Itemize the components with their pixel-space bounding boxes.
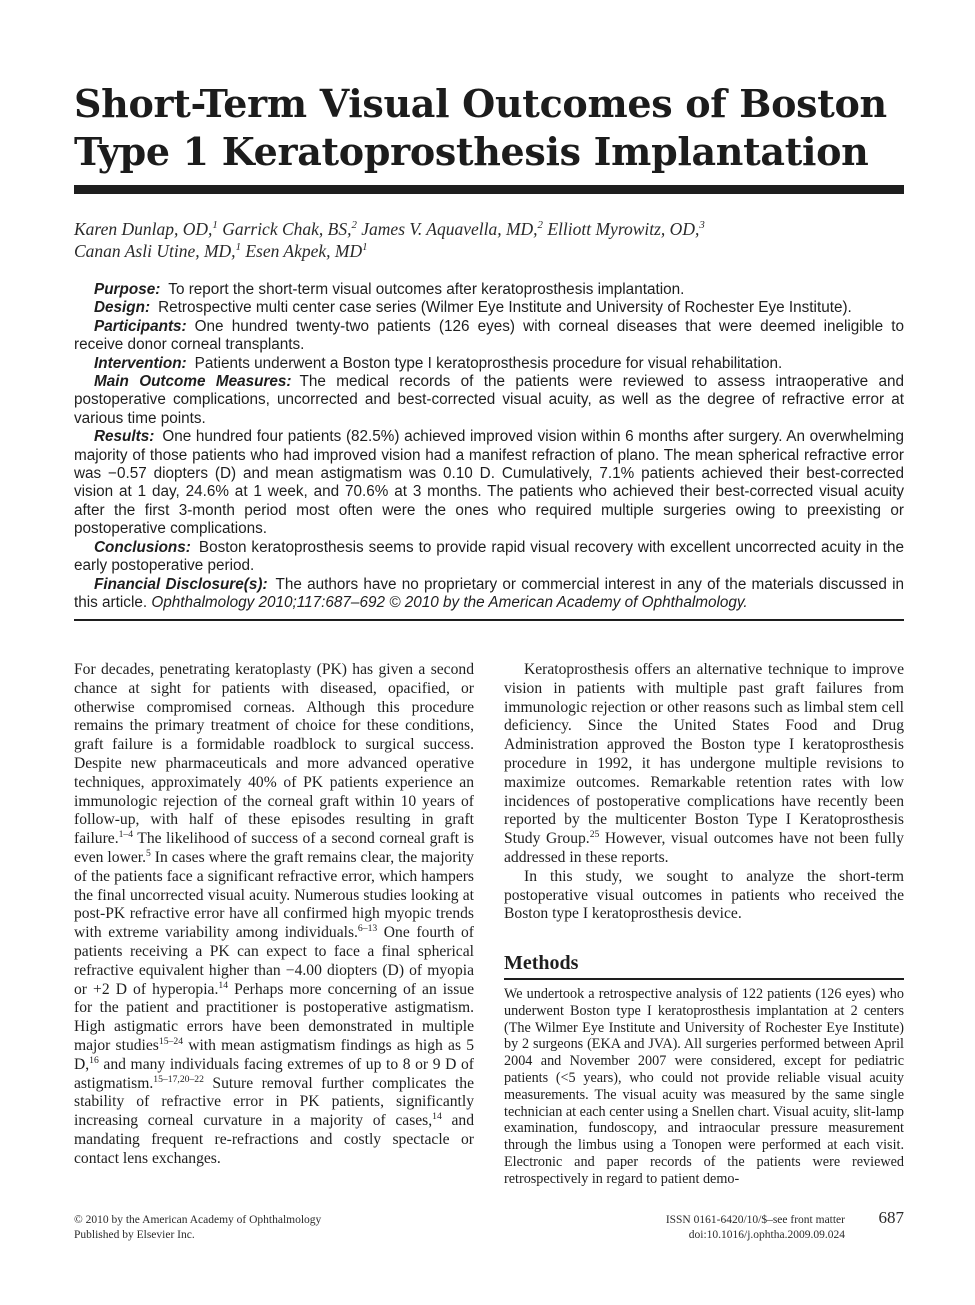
abstract-text: One hundred four patients (82.5%) achieved improved vision within 6 months after surgery. An overwhelming majority of those patients who had improved vision had a manifest refraction of plano. The mean spherical refractive error was −0.57 diopters (D) and mean astigmatism was 0.10 D. Cumulatively, 7.1% patients achieved their best-corrected vision at 1 day, 24.6% at 1 week, and 70.6% at 3 months. The patients who achieved their best-corrected visual acuity after the first 3-month period most often were the ones who required multiple surgeries owing to preexisting or postoperative complications. (74, 428, 904, 538)
title-rule (74, 185, 904, 194)
footer-right (620, 1213, 845, 1243)
abstract-label: Results: (94, 428, 155, 446)
author-name: Garrick Chak, BS, (217, 219, 352, 239)
abstract-label: Participants: (94, 317, 187, 335)
abstract-text: To report the short-term visual outcomes after keratoprosthesis implantation. (168, 281, 685, 298)
abstract-text: One hundred twenty-two patients (126 eyes) with corneal diseases that were deemed ineligible to receive donor corneal transplants. (74, 317, 904, 354)
body-text: Perhaps more concerning of an issue for the patient and practitioner is postoperative astigmatism. High astigmatic errors have been demonstrated in multiple major studies (74, 980, 474, 1054)
methods-paragraph: We undertook a retrospective analysis of 122 patients (126 eyes) who underwent Boston type I keratoprosthesis implantation at 2 centers (The Wilmer Eye Institute and University of Rochester Eye Institute) by 2 surgeons (EKA and JVA). All surgeries performed between April 2004 and November 2007 were considered, except for pediatric patients (<5 years), who could not provide reliable visual acuity measurements. The visual acuity was measured by the same single technician at each center using a Snellen chart. Visual acuity, slit-lamp examination, fundoscopy, and intraocular pressure measurement through the limbus using a Tonopen were performed at each visit. Electronic and paper records of the patients were reviewed retrospectively in regard to patient demo- (504, 986, 904, 1187)
issn-text: ISSN 0161-6420/10/$–see front matter (665, 1214, 845, 1226)
affiliation-sup: 2 (537, 219, 543, 232)
methods-heading: Methods (504, 952, 579, 974)
abstract-purpose (74, 281, 904, 299)
title-line-1: Short-Term Visual Outcomes of Boston (74, 81, 887, 126)
reference-link[interactable]: 1–4 (118, 828, 134, 840)
abstract-label: Main Outcome Measures: (94, 373, 292, 391)
journal-citation: Ophthalmology 2010;117:687–692 © 2010 by the American Academy of Ophthalmology. (151, 593, 748, 611)
intro-paragraph-2 (504, 661, 904, 868)
page-number: 687 (878, 1208, 904, 1227)
abstract-label: Purpose: (94, 281, 161, 298)
abstract-rule (74, 619, 904, 621)
reference-link[interactable]: 14 (432, 1110, 442, 1122)
author-name: Karen Dunlap, OD, (74, 219, 213, 239)
reference-link[interactable]: 16 (89, 1054, 99, 1066)
abstract-label: Intervention: (94, 354, 187, 372)
doi-link[interactable]: doi:10.1016/j.ophtha.2009.09.024 (688, 1229, 845, 1241)
affiliation-sup: 1 (235, 241, 241, 254)
copyright-text: © 2010 by the American Academy of Ophthalmology (74, 1214, 322, 1226)
abstract-outcome-measures (74, 373, 904, 428)
abstract-text: Patients underwent a Boston type I keratoprosthesis procedure for visual rehabilitation. (194, 354, 783, 372)
body-text: Suture removal further complicates the stability of refractive error in PK patients, significantly increasing corneal curvature in a majority of cases, (74, 1074, 474, 1130)
reference-link[interactable]: 5 (145, 847, 151, 859)
body-text: with mean astigmatism findings as high as 5 D, (74, 1036, 474, 1073)
abstract-conclusions (74, 539, 904, 576)
body-text: In cases where the graft remains clear, the majority of the patients face a significant refractive error, which hampers the final uncorrected visual acuity. Numerous studies looking at post-PK refractive error have all confirmed high myopic trends with extreme variability among individuals. (74, 848, 474, 942)
author-list (74, 218, 904, 262)
abstract-design (74, 299, 904, 317)
body-text: For decades, penetrating keratoplasty (PK) has given a second chance at sight for patients with diseased, opacified, or otherwise compromised corneas. Although this procedure remains the primary treatment of choice for these conditions, graft failure is a formidable roadblock to surgical success. Despite new pharmaceuticals and more advanced operative techniques, approximately 40% of PK patients experience an immunologic rejection of the corneal graft within 10 years of follow-up, with half of these episodes resulting in graft failure. (74, 661, 474, 848)
author-name: Elliott Myrowitz, OD, (542, 219, 700, 239)
article-title (74, 80, 904, 176)
author-name: Esen Akpek, MD (240, 241, 363, 261)
structured-abstract (74, 281, 904, 612)
abstract-text: The medical records of the patients were reviewed to assess intraoperative and postoperative complications, uncorrected and best-corrected visual acuity, as well as the degree of refractive error at various time points. (74, 373, 904, 427)
abstract-participants (74, 318, 904, 355)
body-text: The likelihood of success of a second corneal graft is even lower. (74, 830, 474, 866)
body-text: One fourth of patients receiving a PK can expect to face a final spherical refractive equivalent higher than −4.00 diopters (D) of myopia or +2 D of hyperopia. (74, 924, 474, 998)
intro-paragraph-3: In this study, we sought to analyze the short-term postoperative visual outcomes in patients who received the Boston type I keratoprosthesis device. (504, 867, 904, 923)
intro-paragraph (74, 661, 474, 1169)
title-line-2: Type 1 Keratoprosthesis Implantation (74, 129, 869, 174)
abstract-text: The authors have no proprietary or commercial interest in any of the materials discussed in this article. (74, 575, 904, 611)
body-text: and mandating frequent re-refractions and costly spectacle or contact lens exchanges. (74, 1112, 474, 1167)
body-column-right (504, 661, 904, 924)
abstract-label: Financial Disclosure(s): (94, 575, 268, 593)
body-column-left (74, 661, 474, 1169)
publisher-text: Published by Elsevier Inc. (74, 1229, 195, 1241)
affiliation-sup: 1 (212, 219, 218, 232)
abstract-text: Boston keratoprosthesis seems to provide rapid visual recovery with excellent uncorrected acuity in the early postoperative period. (74, 538, 904, 575)
reference-link[interactable]: 15–24 (158, 1035, 184, 1047)
abstract-label: Conclusions: (94, 538, 191, 556)
reference-link[interactable]: 14 (218, 979, 229, 991)
reference-link[interactable]: 6–13 (357, 922, 378, 934)
affiliation-sup: 1 (362, 241, 368, 254)
author-name: Canan Asli Utine, MD, (74, 241, 236, 261)
affiliation-sup: 3 (699, 219, 705, 232)
abstract-label: Design: (94, 299, 151, 317)
body-text: and many individuals facing extremes of up to 8 or 9 D of astigmatism. (74, 1055, 474, 1092)
body-text: Keratoprosthesis offers an alternative technique to improve vision in patients with multiple past graft failures from immunologic rejection or other reasons such as limbal stem cell deficiency. Since the United States Food and Drug Administration approved the Boston type I keratoprosthesis procedure in 1992, it has undergone multiple revisions to maximize outcomes. Remarkable retention rates with low incidences of postoperative complications have recently been reported by the multicenter Boston Type I Keratoprosthesis Study Group. (504, 661, 904, 848)
abstract-results (74, 428, 904, 538)
reference-link[interactable]: 15–17,20–22 (153, 1073, 204, 1085)
affiliation-sup: 2 (351, 219, 357, 232)
footer-left (74, 1213, 321, 1243)
abstract-text: Retrospective multi center case series (Wilmer Eye Institute and University of Rochester Eye Institute). (158, 299, 852, 317)
reference-link[interactable]: 25 (589, 828, 600, 840)
author-name: James V. Aquavella, MD, (356, 219, 538, 239)
abstract-disclosure (74, 576, 904, 613)
methods-rule (504, 978, 904, 980)
body-text: However, visual outcomes have not been fully addressed in these reports. (504, 830, 904, 866)
author-line-2 (74, 240, 904, 262)
author-line-1 (74, 218, 904, 240)
abstract-intervention (74, 355, 904, 373)
